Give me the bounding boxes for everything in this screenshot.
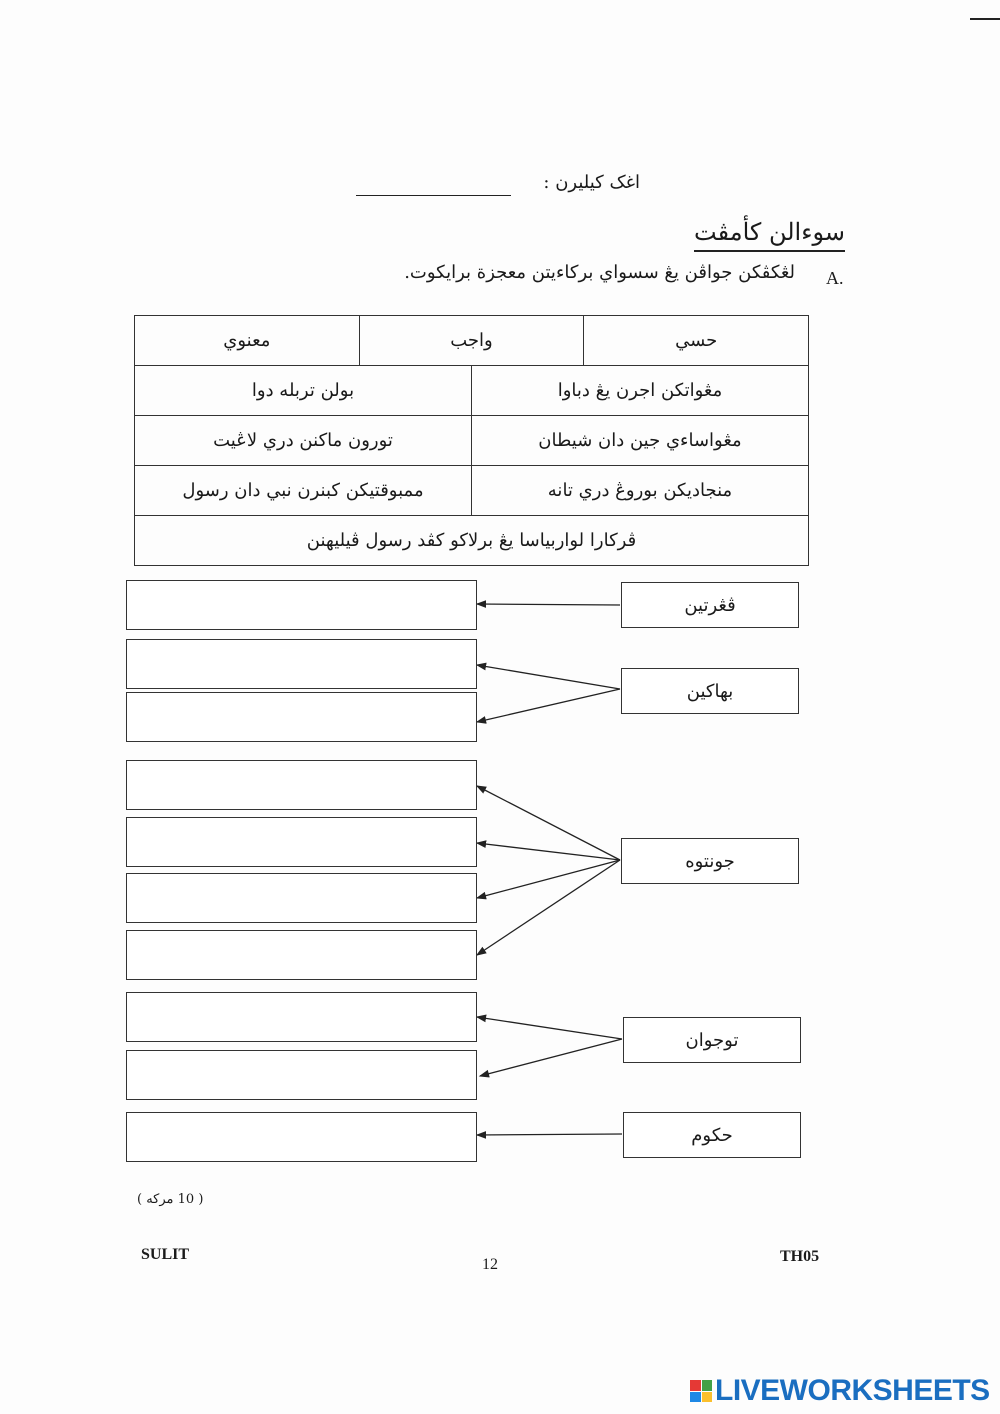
clue-cell[interactable]: مڠواتکن اجرن يڠ دباوا — [471, 366, 808, 416]
clue-cell[interactable]: واجب — [359, 316, 584, 366]
clue-table — [134, 315, 809, 566]
page-edge-mark — [970, 18, 1000, 20]
answer-box-types-2[interactable] — [126, 692, 477, 742]
footer-code: TH05 — [780, 1248, 820, 1265]
answer-box-examples-4[interactable] — [126, 930, 477, 980]
answer-box-purpose-2[interactable] — [126, 1050, 477, 1100]
clue-cell[interactable]: منجاديکن بوروڠ دري تانه — [471, 466, 808, 516]
answer-box-examples-1[interactable] — [126, 760, 477, 810]
answer-box-examples-3[interactable] — [126, 873, 477, 923]
section-title: سوءالن کأمڤت — [694, 218, 845, 252]
question-text: لڠکڤکن جواڤن يڠ سسواي برکاءيتن معجزة برايکوت. — [404, 262, 795, 283]
arrow-line — [477, 843, 620, 860]
category-ruling: حکوم — [623, 1112, 801, 1158]
clue-cell[interactable]: مڠواساءي جين دان شيطان — [471, 416, 808, 466]
table-row — [135, 416, 809, 466]
question-letter: A. — [826, 268, 844, 288]
marks-label: ( 10 مرکه ) — [137, 1192, 204, 1207]
table-row — [135, 366, 809, 416]
arrow-line — [477, 786, 620, 860]
liveworksheets-logo-icon — [690, 1380, 712, 1402]
arrow-line — [477, 1134, 622, 1135]
table-row — [135, 316, 809, 366]
answer-box-examples-2[interactable] — [126, 817, 477, 867]
category-examples: جونتوه — [621, 838, 799, 884]
category-types: بهاکين — [621, 668, 799, 714]
answer-box-purpose-1[interactable] — [126, 992, 477, 1042]
answer-box-ruling-1[interactable] — [126, 1112, 477, 1162]
arrow-line — [480, 1039, 622, 1076]
name-label: اغک کيليرن : — [543, 172, 640, 193]
arrow-line — [477, 1017, 622, 1039]
table-row — [135, 466, 809, 516]
category-definition: ڤڠرتين — [621, 582, 799, 628]
arrow-line — [477, 860, 620, 955]
arrow-line — [477, 860, 620, 898]
arrow-line — [477, 604, 620, 605]
clue-cell[interactable]: بولن تربله دوا — [135, 366, 472, 416]
clue-cell[interactable]: حسي — [584, 316, 809, 366]
page-number: 12 — [482, 1256, 498, 1273]
arrow-line — [477, 689, 620, 722]
category-purpose: توجوان — [623, 1017, 801, 1063]
answer-box-types-1[interactable] — [126, 639, 477, 689]
table-row — [135, 516, 809, 566]
arrow-line — [477, 665, 620, 689]
name-input-line[interactable] — [356, 195, 511, 196]
brand-name: LIVEWORKSHEETS — [715, 1374, 990, 1407]
clue-cell[interactable]: تورون ماکنن دري لاڠيت — [135, 416, 472, 466]
clue-cell[interactable]: معنوي — [135, 316, 360, 366]
liveworksheets-brand — [690, 1374, 990, 1408]
clue-cell[interactable]: ممبوقتيکن کبنرن نبي دان رسول — [135, 466, 472, 516]
name-row — [350, 170, 640, 200]
footer-sulit: SULIT — [141, 1246, 190, 1263]
answer-box-definition-1[interactable] — [126, 580, 477, 630]
clue-cell[interactable]: ڤرکارا لواربياسا يڠ برلاکو کڤد رسول ڤيليهنن — [135, 516, 809, 566]
